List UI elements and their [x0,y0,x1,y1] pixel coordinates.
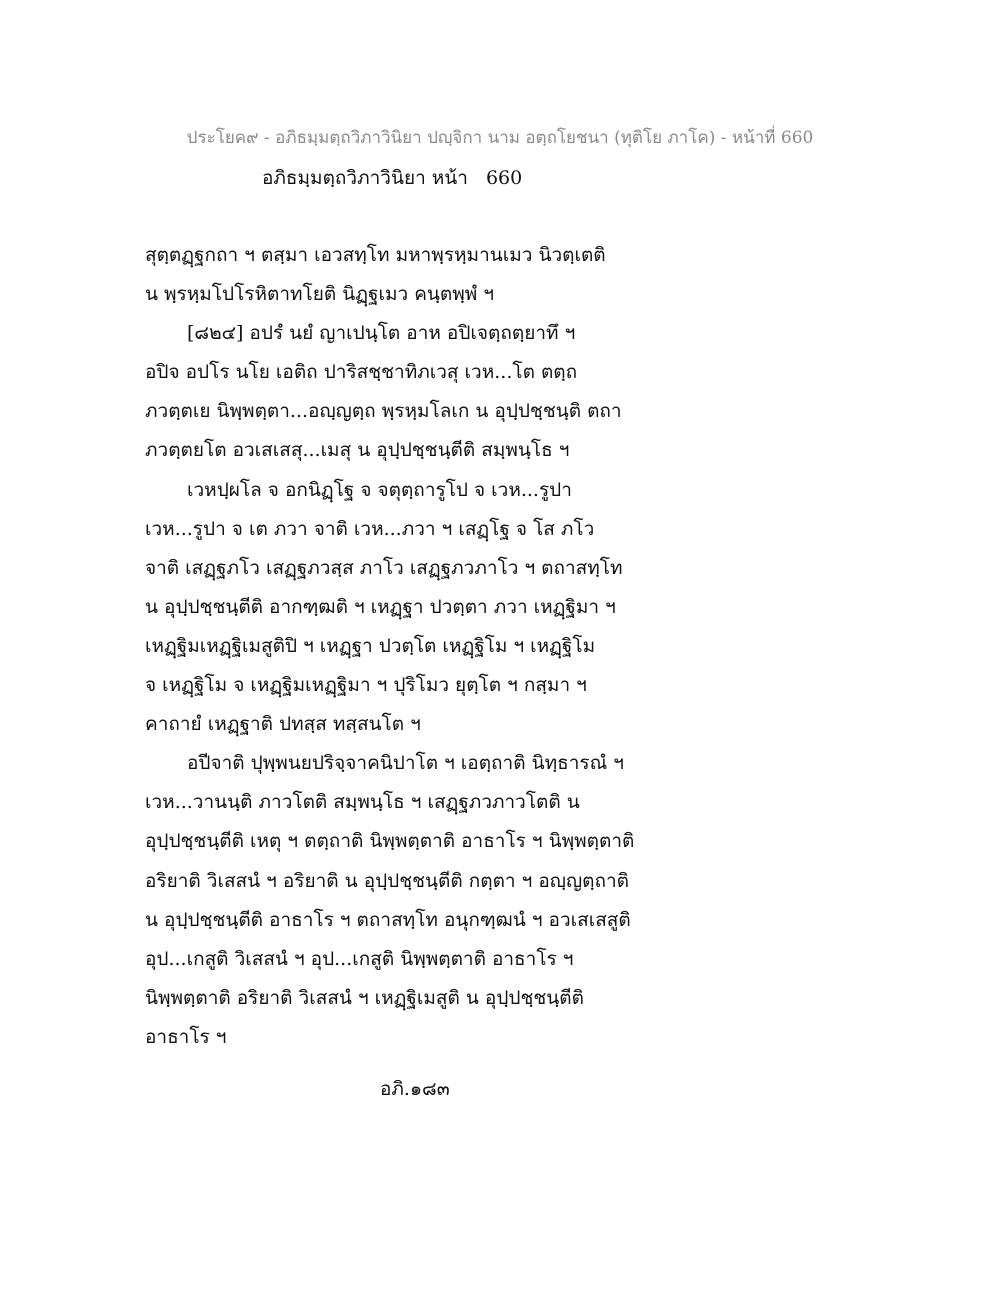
text-line: ภวตฺตเย นิพฺพตฺตา...อญฺญตฺถ พฺรหฺมโลเก น อุปฺปชฺชนฺติ ตถา [145,400,622,423]
body-text [145,236,705,1057]
text-line: นิพฺพตฺตาติ อริยาติ วิเสสนํ ฯ เหฏฺฐิเมสูติ น อุปฺปชฺชนฺตีติ [145,986,584,1009]
page-footer: อภิ.๑๘๓ [380,1078,450,1100]
text-line: อุปฺปชฺชนฺตีติ เหตุ ฯ ตตฺถาติ นิพฺพตฺตาติ อาธาโร ฯ นิพฺพตฺตาติ [145,830,635,853]
text-line: คาถายํ เหฏฺฐาติ ปทสฺส ทสฺสนโต ฯ [145,713,421,736]
text-line: จาติ เสฏฺฐภโว เสฏฺฐภวสฺส ภาโว เสฏฺฐภวภาโว ฯ ตถาสทฺโท [145,556,623,579]
text-line: น อุปฺปชฺชนฺตีติ อาธาโร ฯ ตถาสทฺโท อนุกฑฺฒนํ ฯ อวเสเสสูติ [145,908,631,931]
text-line: เวห...วานนฺติ ภาวโตติ สมฺพนฺโธ ฯ เสฏฺฐภวภาวโตติ น [145,791,580,814]
text-line: เวห...รูปา จ เต ภวา จาติ เวห...ภวา ฯ เสฏฺโฐ จ โส ภโว [145,517,595,540]
text-line: อริยาติ วิเสสนํ ฯ อริยาติ น อุปฺปชฺชนฺตีติ กตฺตา ฯ อญฺญตฺถาติ [145,869,629,892]
text-line: จ เหฏฺฐิโม จ เหฏฺฐิมเหฏฺฐิมา ฯ ปุริโมว ยุตฺโต ฯ กสฺมา ฯ [145,674,587,697]
running-header: ประโยค๙ - อภิธมฺมตฺถวิภาวินิยา ปญฺจิกา นาม อตฺถโยชนา (ทุติโย ภาโค) - หน้าที่ 660 [186,128,814,148]
text-line: สุตฺตฏฺฐกถา ฯ ตสฺมา เอวสทฺโท มหาพฺรหฺมานเมว นิวตฺเตติ [145,244,606,266]
page-heading-title: อภิธมฺมตฺถวิภาวินิยา หน้า [262,167,468,189]
paragraph-start-line: เวหปฺผโล จ อกนิฏฺโฐ จ จตุตฺถารูโป จ เวห...รูปา [187,478,572,501]
text-line: เหฏฺฐิมเหฏฺฐิเมสูติปิ ฯ เหฏฺฐา ปวตฺโต เหฏฺฐิโม ฯ เหฏฺฐิโม [145,634,596,657]
text-line: อุป...เกสูติ วิเสสนํ ฯ อุป...เกสูติ นิพฺพตฺตาติ อาธาโร ฯ [145,947,574,970]
text-line: ภวตฺตยโต อวเสเสสุ...เมสุ น อุปฺปชฺชนฺตีติ สมฺพนฺโธ ฯ [145,439,570,462]
page-heading-number: 660 [485,167,523,189]
text-line: อปิจ อปโร นโย เอติถ ปาริสชฺชาทิภเวสุ เวห...โต ตตฺถ [145,361,578,384]
text-line: น พฺรหฺมโปโรหิตาทโยติ นิฏฺฐเมว คนฺตพฺพํ ฯ [145,283,495,306]
text-line: น อุปฺปชฺชนฺตีติ อากฑฺฒติ ฯ เหฏฺฐา ปวตฺตา ภวา เหฏฺฐิมา ฯ [145,595,616,618]
page-heading [262,163,522,193]
paragraph-start-line: อปีจาติ ปุพฺพนยปริจฺจาคนิปาโต ฯ เอตฺถาติ นิทฺธารณํ ฯ [187,752,624,775]
paragraph-start-line: [๘๒๔] อปรํ นยํ ญาเปนฺโต อาห อปิเจตฺถตฺยาทึ ฯ [187,322,576,345]
text-line: อาธาโร ฯ [145,1025,227,1048]
